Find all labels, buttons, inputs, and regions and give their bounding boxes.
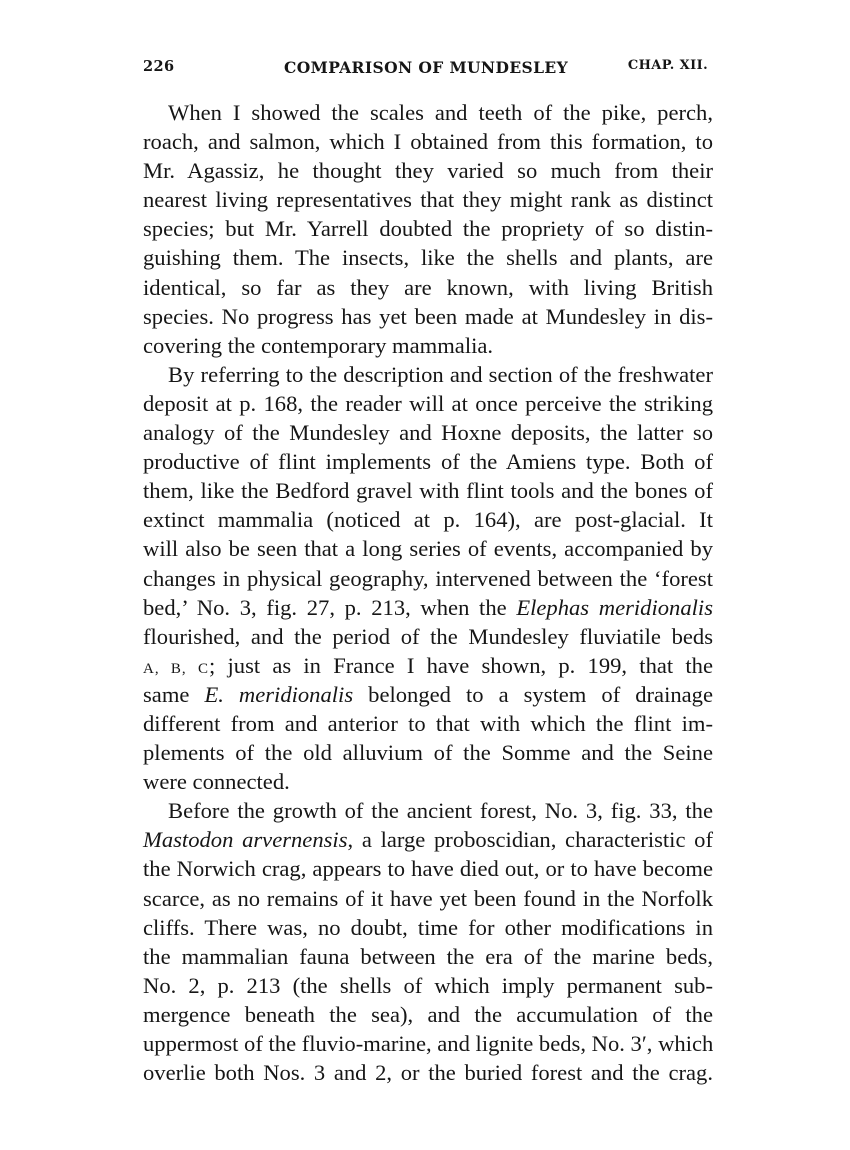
page-number: 226: [143, 58, 175, 75]
text-line: species; but Mr. Yarrell doubted the propriety of so distin-: [143, 216, 713, 242]
text-line: identical, so far as they are known, with living British: [143, 274, 713, 300]
running-head: [143, 58, 708, 88]
species-name: Elephas meridionalis: [516, 594, 713, 620]
text-run: bed,’ No. 3, fig. 27, p. 213, when the: [143, 594, 517, 620]
text-line: guishing them. The insects, like the shells and plants, are: [143, 245, 713, 271]
text-line: mergence beneath the sea), and the accumulation of the: [143, 1001, 713, 1027]
text-line: changes in physical geography, intervened between the ‘forest: [143, 565, 713, 591]
text-line: species. No progress has yet been made at Mundesley in dis-: [143, 303, 713, 329]
text-line: analogy of the Mundesley and Hoxne deposits, the latter so: [143, 420, 713, 446]
text-line: cliffs. There was, no doubt, time for other modifications in: [143, 914, 713, 940]
running-title: COMPARISON OF MUNDESLEY: [284, 58, 569, 77]
text-line: [143, 680, 713, 709]
text-line: extinct mammalia (noticed at p. 164), are post-glacial. It: [143, 507, 713, 533]
text-line: scarce, as no remains of it have yet been found in the Norfolk: [143, 885, 713, 911]
text-run: ; just as in France I have shown, p. 199, that the: [209, 652, 714, 678]
text-line: plements of the old alluvium of the Somme and the Seine: [143, 740, 713, 766]
text-line: flourished, and the period of the Mundesley fluviatile beds: [143, 623, 713, 649]
text-line: productive of flint implements of the Amiens type. Both of: [143, 449, 713, 475]
text-run: same: [143, 681, 205, 707]
text-line: them, like the Bedford gravel with flint tools and the bones of: [143, 478, 713, 504]
chapter-label: CHAP. XII.: [627, 58, 708, 73]
text-line: were connected.: [143, 769, 290, 795]
text-line: deposit at p. 168, the reader will at once perceive the striking: [143, 390, 713, 416]
text-line: different from and anterior to that with which the flint im-: [143, 710, 713, 736]
text-line: nearest living representatives that they might rank as distinct: [143, 187, 713, 213]
species-name: Mastodon arvernensis: [143, 827, 348, 853]
body-text: [143, 98, 713, 1087]
text-line: No. 2, p. 213 (the shells of which imply permanent sub-: [143, 972, 713, 998]
text-line: [143, 593, 713, 622]
text-line: overlie both Nos. 3 and 2, or the buried forest and the crag.: [143, 1060, 713, 1086]
text-run: belonged to a system of drainage: [353, 681, 714, 707]
species-name: E. meridionalis: [204, 681, 354, 707]
text-line: Before the growth of the ancient forest, No. 3, fig. 33, the: [168, 798, 713, 824]
text-line: the mammalian fauna between the era of the marine beds,: [143, 943, 713, 969]
text-line: [143, 651, 713, 680]
text-line: will also be seen that a long series of events, accompanied by: [143, 536, 713, 562]
text-line: By referring to the description and section of the freshwater: [168, 361, 713, 387]
text-run: , a large proboscidian, characteristic of: [347, 827, 713, 853]
text-line: When I showed the scales and teeth of the pike, perch,: [168, 100, 713, 125]
text-line: covering the contemporary mammalia.: [143, 332, 494, 358]
bed-labels: A, B, C: [143, 660, 209, 677]
text-line: the Norwich crag, appears to have died out, or to have become: [143, 856, 713, 882]
text-line: uppermost of the fluvio-marine, and lignite beds, No. 3′, which: [143, 1031, 714, 1056]
text-line: Mr. Agassiz, he thought they varied so much from their: [143, 158, 713, 184]
text-line: [143, 825, 713, 854]
text-line: roach, and salmon, which I obtained from this formation, to: [143, 129, 713, 155]
